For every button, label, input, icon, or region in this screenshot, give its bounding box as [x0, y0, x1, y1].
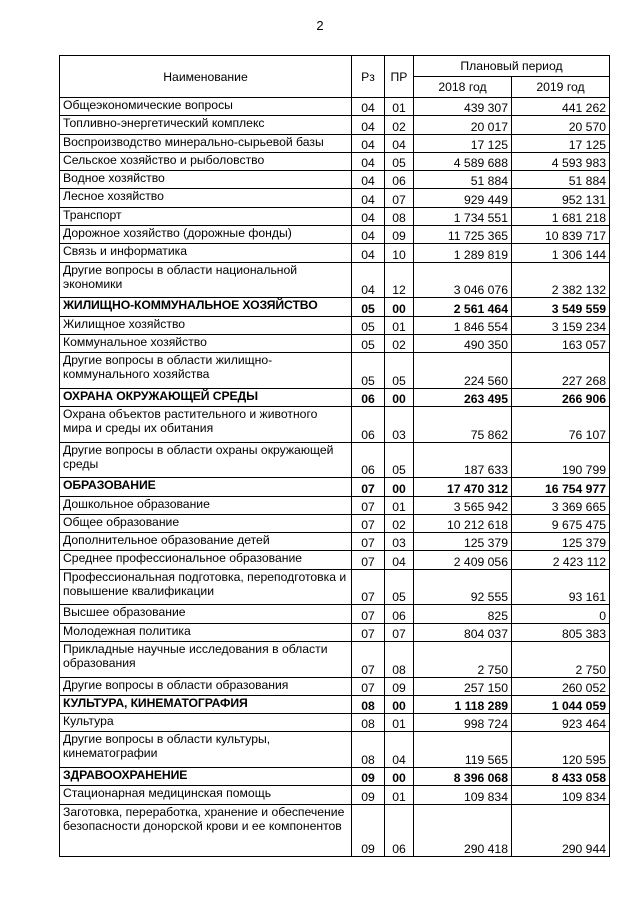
- row-pr-cell: 04: [385, 551, 414, 569]
- budget-table: [59, 55, 610, 857]
- row-pr-cell: 06: [385, 605, 414, 623]
- row-name-cell: ЖИЛИЩНО-КОММУНАЛЬНОЕ ХОЗЯЙСТВО: [60, 298, 352, 316]
- row-rz-cell: 05: [352, 353, 385, 389]
- row-2018-cell: 3 565 942: [414, 496, 512, 514]
- row-2018-cell: 439 307: [414, 98, 512, 116]
- row-rz-cell: 04: [352, 207, 385, 225]
- row-2018-cell: 1 118 289: [414, 695, 512, 713]
- row-name-cell: Воспроизводство минерально-сырьевой базы: [60, 134, 352, 152]
- table-row: [60, 134, 610, 152]
- row-name-cell: Другие вопросы в области культуры, кинематографии: [60, 732, 352, 768]
- row-rz-cell: 07: [352, 551, 385, 569]
- row-pr-cell: 05: [385, 442, 414, 478]
- row-rz-cell: 05: [352, 316, 385, 334]
- row-name-cell: Среднее профессиональное образование: [60, 551, 352, 569]
- row-name-cell: Дорожное хозяйство (дорожные фонды): [60, 226, 352, 244]
- row-rz-cell: 04: [352, 134, 385, 152]
- row-name-cell: Водное хозяйство: [60, 171, 352, 189]
- table-row: [60, 442, 610, 478]
- row-name-cell: Стационарная медицинская помощь: [60, 786, 352, 804]
- row-rz-cell: 08: [352, 714, 385, 732]
- row-2019-cell: 4 593 983: [512, 152, 610, 170]
- row-2019-cell: 2 423 112: [512, 551, 610, 569]
- section-row: [60, 478, 610, 496]
- row-name-cell: Топливно-энергетический комплекс: [60, 116, 352, 134]
- row-pr-cell: 04: [385, 732, 414, 768]
- row-2018-cell: 20 017: [414, 116, 512, 134]
- table-row: [60, 189, 610, 207]
- row-2018-cell: 804 037: [414, 623, 512, 641]
- row-rz-cell: 04: [352, 116, 385, 134]
- row-2019-cell: 1 306 144: [512, 244, 610, 262]
- row-2018-cell: 8 396 068: [414, 767, 512, 785]
- row-pr-cell: 09: [385, 677, 414, 695]
- row-name-cell: Другие вопросы в области национальной экономики: [60, 262, 352, 298]
- row-rz-cell: 09: [352, 804, 385, 857]
- row-2018-cell: 2 561 464: [414, 298, 512, 316]
- table-row: [60, 641, 610, 677]
- row-2018-cell: 11 725 365: [414, 226, 512, 244]
- row-pr-cell: 05: [385, 152, 414, 170]
- row-2018-cell: 17 470 312: [414, 478, 512, 496]
- row-name-cell: ЗДРАВООХРАНЕНИЕ: [60, 767, 352, 785]
- row-name-cell: Профессиональная подготовка, переподготовка и повышение квалификации: [60, 569, 352, 605]
- row-2018-cell: 92 555: [414, 569, 512, 605]
- row-2018-cell: 825: [414, 605, 512, 623]
- row-name-cell: Другие вопросы в области жилищно-коммунального хозяйства: [60, 353, 352, 389]
- row-2019-cell: 952 131: [512, 189, 610, 207]
- row-2019-cell: 3 159 234: [512, 316, 610, 334]
- row-pr-cell: 08: [385, 641, 414, 677]
- table-row: [60, 207, 610, 225]
- row-2019-cell: 266 906: [512, 388, 610, 406]
- row-rz-cell: 07: [352, 677, 385, 695]
- row-2018-cell: 1 289 819: [414, 244, 512, 262]
- row-pr-cell: 01: [385, 714, 414, 732]
- row-pr-cell: 10: [385, 244, 414, 262]
- row-pr-cell: 06: [385, 171, 414, 189]
- row-rz-cell: 04: [352, 171, 385, 189]
- row-name-cell: ОХРАНА ОКРУЖАЮЩЕЙ СРЕДЫ: [60, 388, 352, 406]
- row-name-cell: Связь и информатика: [60, 244, 352, 262]
- row-rz-cell: 09: [352, 786, 385, 804]
- table-row: [60, 804, 610, 857]
- table-row: [60, 714, 610, 732]
- row-pr-cell: 03: [385, 533, 414, 551]
- row-pr-cell: 05: [385, 353, 414, 389]
- row-rz-cell: 07: [352, 514, 385, 532]
- row-pr-cell: 01: [385, 496, 414, 514]
- row-2018-cell: 224 560: [414, 353, 512, 389]
- row-name-cell: Другие вопросы в области образования: [60, 677, 352, 695]
- table-row: [60, 533, 610, 551]
- row-pr-cell: 09: [385, 226, 414, 244]
- row-2019-cell: 9 675 475: [512, 514, 610, 532]
- row-name-cell: Другие вопросы в области охраны окружающей среды: [60, 442, 352, 478]
- row-2019-cell: 51 884: [512, 171, 610, 189]
- section-row: [60, 695, 610, 713]
- row-rz-cell: 07: [352, 478, 385, 496]
- row-2018-cell: 929 449: [414, 189, 512, 207]
- table-row: [60, 244, 610, 262]
- row-rz-cell: 05: [352, 334, 385, 352]
- header-planned-period: Плановый период: [414, 56, 610, 77]
- row-name-cell: Лесное хозяйство: [60, 189, 352, 207]
- row-pr-cell: 02: [385, 334, 414, 352]
- section-row: [60, 388, 610, 406]
- table-row: [60, 334, 610, 352]
- header-year-2019: 2019 год: [512, 77, 610, 98]
- row-rz-cell: 04: [352, 226, 385, 244]
- table-row: [60, 262, 610, 298]
- row-pr-cell: 00: [385, 478, 414, 496]
- row-name-cell: Прикладные научные исследования в области образования: [60, 641, 352, 677]
- table-row: [60, 677, 610, 695]
- row-name-cell: Общеэкономические вопросы: [60, 98, 352, 116]
- row-pr-cell: 07: [385, 189, 414, 207]
- row-2019-cell: 109 834: [512, 786, 610, 804]
- row-rz-cell: 06: [352, 388, 385, 406]
- row-2018-cell: 187 633: [414, 442, 512, 478]
- row-pr-cell: 03: [385, 407, 414, 443]
- row-2018-cell: 2 409 056: [414, 551, 512, 569]
- row-name-cell: Транспорт: [60, 207, 352, 225]
- row-rz-cell: 05: [352, 298, 385, 316]
- row-pr-cell: 00: [385, 767, 414, 785]
- row-name-cell: ОБРАЗОВАНИЕ: [60, 478, 352, 496]
- row-rz-cell: 04: [352, 262, 385, 298]
- row-name-cell: Молодежная политика: [60, 623, 352, 641]
- row-2019-cell: 125 379: [512, 533, 610, 551]
- table-row: [60, 152, 610, 170]
- row-2019-cell: 163 057: [512, 334, 610, 352]
- header-rz: Рз: [352, 56, 385, 98]
- row-pr-cell: 00: [385, 388, 414, 406]
- row-rz-cell: 08: [352, 732, 385, 768]
- row-2019-cell: 805 383: [512, 623, 610, 641]
- row-pr-cell: 06: [385, 804, 414, 857]
- row-2019-cell: 93 161: [512, 569, 610, 605]
- row-2019-cell: 2 382 132: [512, 262, 610, 298]
- row-rz-cell: 07: [352, 533, 385, 551]
- table-row: [60, 407, 610, 443]
- row-pr-cell: 01: [385, 316, 414, 334]
- table-row: [60, 171, 610, 189]
- row-name-cell: Дополнительное образование детей: [60, 533, 352, 551]
- row-name-cell: КУЛЬТУРА, КИНЕМАТОГРАФИЯ: [60, 695, 352, 713]
- row-rz-cell: 09: [352, 767, 385, 785]
- row-name-cell: Сельское хозяйство и рыболовство: [60, 152, 352, 170]
- header-name: Наименование: [60, 56, 352, 98]
- header-pr: ПР: [385, 56, 414, 98]
- row-rz-cell: 07: [352, 623, 385, 641]
- row-2018-cell: 125 379: [414, 533, 512, 551]
- row-pr-cell: 00: [385, 298, 414, 316]
- table-row: [60, 514, 610, 532]
- table-row: [60, 98, 610, 116]
- table-row: [60, 116, 610, 134]
- row-name-cell: Коммунальное хозяйство: [60, 334, 352, 352]
- row-2019-cell: 227 268: [512, 353, 610, 389]
- table-row: [60, 551, 610, 569]
- row-2019-cell: 76 107: [512, 407, 610, 443]
- row-2019-cell: 10 839 717: [512, 226, 610, 244]
- row-rz-cell: 07: [352, 496, 385, 514]
- row-2019-cell: 3 549 559: [512, 298, 610, 316]
- row-pr-cell: 02: [385, 116, 414, 134]
- row-2019-cell: 20 570: [512, 116, 610, 134]
- row-2019-cell: 2 750: [512, 641, 610, 677]
- row-2019-cell: 290 944: [512, 804, 610, 857]
- row-rz-cell: 07: [352, 569, 385, 605]
- row-2018-cell: 109 834: [414, 786, 512, 804]
- row-rz-cell: 04: [352, 152, 385, 170]
- row-2019-cell: 120 595: [512, 732, 610, 768]
- row-2019-cell: 190 799: [512, 442, 610, 478]
- row-2019-cell: 17 125: [512, 134, 610, 152]
- row-2018-cell: 119 565: [414, 732, 512, 768]
- row-rz-cell: 06: [352, 407, 385, 443]
- row-rz-cell: 07: [352, 605, 385, 623]
- table-body: [60, 98, 610, 857]
- row-2018-cell: 290 418: [414, 804, 512, 857]
- table-row: [60, 786, 610, 804]
- row-2019-cell: 3 369 665: [512, 496, 610, 514]
- row-2019-cell: 260 052: [512, 677, 610, 695]
- row-2019-cell: 8 433 058: [512, 767, 610, 785]
- row-name-cell: Общее образование: [60, 514, 352, 532]
- page-number: 2: [316, 18, 324, 33]
- row-2018-cell: 4 589 688: [414, 152, 512, 170]
- row-2019-cell: 441 262: [512, 98, 610, 116]
- row-name-cell: Охрана объектов растительного и животного мира и среды их обитания: [60, 407, 352, 443]
- row-2018-cell: 75 862: [414, 407, 512, 443]
- row-rz-cell: 08: [352, 695, 385, 713]
- table-row: [60, 496, 610, 514]
- row-2018-cell: 998 724: [414, 714, 512, 732]
- row-2018-cell: 1 846 554: [414, 316, 512, 334]
- row-rz-cell: 04: [352, 244, 385, 262]
- table-row: [60, 605, 610, 623]
- row-name-cell: Дошкольное образование: [60, 496, 352, 514]
- table-row: [60, 226, 610, 244]
- row-pr-cell: 07: [385, 623, 414, 641]
- row-name-cell: Культура: [60, 714, 352, 732]
- row-pr-cell: 02: [385, 514, 414, 532]
- row-2018-cell: 263 495: [414, 388, 512, 406]
- header-year-2018: 2018 год: [414, 77, 512, 98]
- row-2019-cell: 1 044 059: [512, 695, 610, 713]
- row-2018-cell: 490 350: [414, 334, 512, 352]
- row-pr-cell: 04: [385, 134, 414, 152]
- table-row: [60, 569, 610, 605]
- table-row: [60, 353, 610, 389]
- row-2018-cell: 1 734 551: [414, 207, 512, 225]
- row-pr-cell: 01: [385, 98, 414, 116]
- row-2019-cell: 0: [512, 605, 610, 623]
- row-name-cell: Высшее образование: [60, 605, 352, 623]
- section-row: [60, 298, 610, 316]
- row-2019-cell: 1 681 218: [512, 207, 610, 225]
- table-row: [60, 316, 610, 334]
- row-pr-cell: 05: [385, 569, 414, 605]
- row-name-cell: Жилищное хозяйство: [60, 316, 352, 334]
- row-2018-cell: 51 884: [414, 171, 512, 189]
- row-2018-cell: 3 046 076: [414, 262, 512, 298]
- row-2018-cell: 10 212 618: [414, 514, 512, 532]
- row-rz-cell: 06: [352, 442, 385, 478]
- table-row: [60, 732, 610, 768]
- row-pr-cell: 12: [385, 262, 414, 298]
- row-2018-cell: 257 150: [414, 677, 512, 695]
- row-pr-cell: 00: [385, 695, 414, 713]
- row-rz-cell: 04: [352, 189, 385, 207]
- row-pr-cell: 01: [385, 786, 414, 804]
- row-2019-cell: 16 754 977: [512, 478, 610, 496]
- row-rz-cell: 04: [352, 98, 385, 116]
- row-2019-cell: 923 464: [512, 714, 610, 732]
- table-row: [60, 623, 610, 641]
- row-rz-cell: 07: [352, 641, 385, 677]
- row-2018-cell: 2 750: [414, 641, 512, 677]
- row-name-cell: Заготовка, переработка, хранение и обеспечение безопасности донорской крови и ее компонентов: [60, 804, 352, 857]
- row-2018-cell: 17 125: [414, 134, 512, 152]
- row-pr-cell: 08: [385, 207, 414, 225]
- section-row: [60, 767, 610, 785]
